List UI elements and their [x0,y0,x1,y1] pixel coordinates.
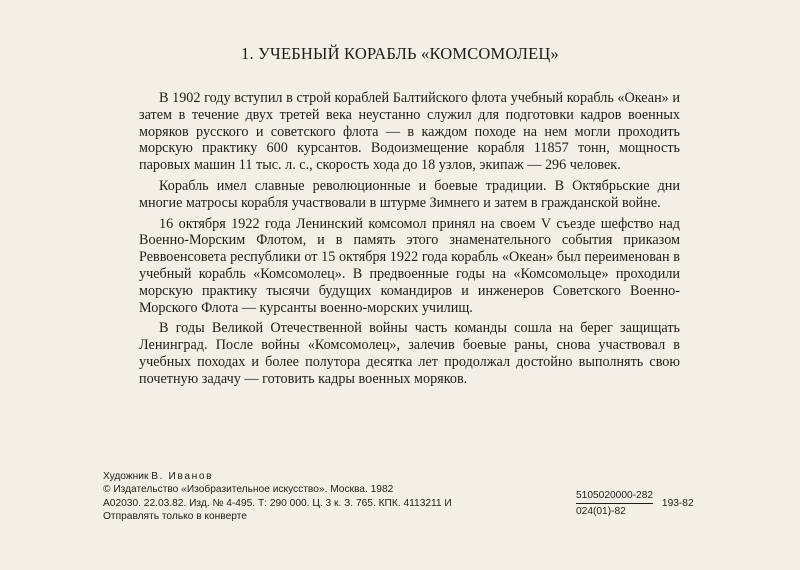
code-fraction [576,489,653,518]
publisher-line: © Издательство «Изобразительное искусство». Москва. 1982 [103,484,394,496]
code-denominator: 024(01)-82 [576,506,626,517]
artist-label: Художник [103,471,149,482]
artist-line [103,470,452,483]
catalog-code [576,489,694,518]
artist-name: В. Иванов [151,471,214,482]
imprint [103,470,452,524]
code-numerator: 5105020000-282 [576,489,653,504]
paragraph-1: В 1902 году вступил в строй кораблей Балтийского флота учебный корабль «Океан» и затем в течение двух третей века неустанно служил для подготовки кадров военных моряков русского и советского флота — в каждом походе на нем могли проходить морскую практику 600 курсантов. Водоизмещение корабля 11857 тонн, мощность паровых машин 11 тыс. л. с., скорость хода до 18 узлов, экипаж — 296 человек. [139,90,680,174]
print-details-line: А02030. 22.03.82. Изд. № 4-495. Т: 290 000. Ц. 3 к. З. 765. КПК. 4113211 И [103,497,452,509]
paragraph-2: Корабль имел славные революционные и боевые традиции. В Октябрьские дни многие матросы корабля участвовали в штурме Зимнего и затем в гражданской войне. [139,177,680,211]
paragraph-3: 16 октября 1922 года Ленинский комсомол принял на своем V съезде шефство над Военно-Морским Флотом, и в память этого знаменательного события приказом Реввоенсовета республики от 15 октября 1922 года корабль «Океан» был переименован в учебный корабль «Комсомолец». В предвоенные годы на «Комсомольце» проходили морскую практику тысячи будущих командиров и инженеров Советского Военно-Морского Флота — курсанты военно-морских училищ. [139,215,680,316]
code-suffix: 193-82 [661,498,694,509]
mailing-note: Отправлять только в конверте [103,511,247,523]
paragraph-4: В годы Великой Отечественной войны часть команды сошла на берег защищать Ленинград. После войны «Комсомолец», залечив боевые раны, снова участвовал в учебных походах и более полутора десятка лет продолжал достойно выполнять свою почетную задачу — готовить кадры военных моряков. [139,320,680,387]
body-text [139,90,680,392]
page-title: 1. УЧЕБНЫЙ КОРАБЛЬ «КОМСОМОЛЕЦ» [241,44,559,63]
